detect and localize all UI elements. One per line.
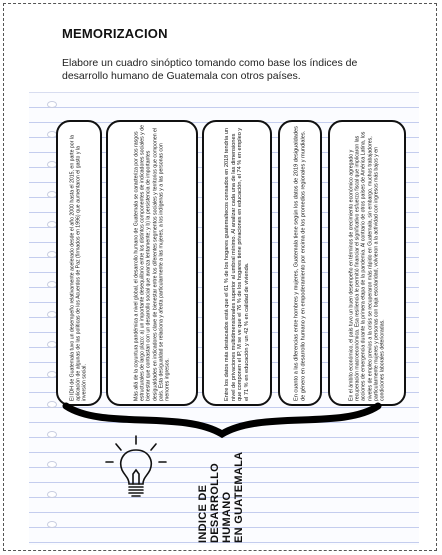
synoptic-card-1: [56, 120, 102, 406]
synoptic-card-5: [328, 120, 406, 406]
card-text: En cuanto a las diferencias entre hombres y mujeres, Guatemala tiene según los datos de 2019 desigualdades de género en desarrollo humano y en empoderamiento por encima de los promedios regionales y mundiales.: [293, 126, 306, 401]
page-title: MEMORIZACION: [62, 26, 168, 41]
binder-hole: [47, 461, 57, 468]
synoptic-card-3: [202, 120, 272, 406]
topic-line-3: EN GUATEMALA: [233, 451, 245, 543]
binder-hole: [47, 431, 57, 438]
topic-line-1: INDICE DE: [197, 484, 209, 543]
card-text: El IDH de Guatemala tuvo un desempeño relativamente acelerado desde el año 2000 hasta el 2015, en parte por la aplicación de algunas de las políticas de los Acuerdos de Paz (firmados en 1996) que aumentaron el gasto y la inversión social.: [69, 135, 89, 401]
binder-hole: [47, 101, 57, 108]
light-bulb-icon: [92, 432, 172, 507]
card-text: En el ámbito económico, el país tuvo un buen desempeño en términos de crecimiento económico agregado y recuperación macroeconómica. Esa resiliencia le permitió financiar el significativo esfuerzo fiscal que implicaron las acciones de emergencia durante la primera etapa de la pandemia. Al contrario de otros países de América Latina, los niveles de empleo previos a la crisis se recuperaron más rápido en Guatemala, sin embargo, muchos trabajadores, particularmente mujeres y personas con baja escolaridad, volvieron a la actividad con ingresos más bajos y en condiciones laborales deterioradas.: [348, 131, 386, 401]
card-text: Más allá de la coyuntura pandémica a nivel global, el desarrollo humano de Guatemala se caracteriza por dos rasgos estructurales de largo plazo: a) un importante desequilibrio entre los distintos componentes de indicadores sociales y de bienestar que contrastan con un desarrollo social que avanza lentamente; y b) la persistencia de importantes desigualdades en indicadores clave de bienestar entre los diferentes segmentos sociales y territorios que componen el país. Esta desigualdad se relaciona y afecta particularmente a las mujeres, a los indígenas y a las personas con menores ingresos.: [133, 125, 171, 401]
central-topic-label: [186, 434, 256, 544]
instruction-text: Elabore un cuadro sinóptico tomando como base los índices de desarrollo humano de Guatemala con otros países.: [62, 57, 358, 82]
topic-line-2: DESARROLLO HUMANO: [209, 463, 233, 543]
synoptic-card-2: [106, 120, 198, 406]
binder-hole: [47, 401, 57, 408]
document-page: [3, 3, 437, 551]
binder-hole: [47, 521, 57, 528]
synoptic-card-4: [278, 120, 322, 406]
binder-hole: [47, 491, 57, 498]
card-text: Entre los datos más destacados está que el 61 % de los hogares guatemaltecos censados en 2018 tendría un nivel de privaciones multidimensionales superior al umbral mínimo. Al analizar cada una de las dimensiones que componen el IP, M se ve que el 76 % de los hogares tiene privaciones en educación, el 74 % en empleo y el 71 % en educación y un 42 % en calidad de vivienda.: [223, 127, 250, 401]
